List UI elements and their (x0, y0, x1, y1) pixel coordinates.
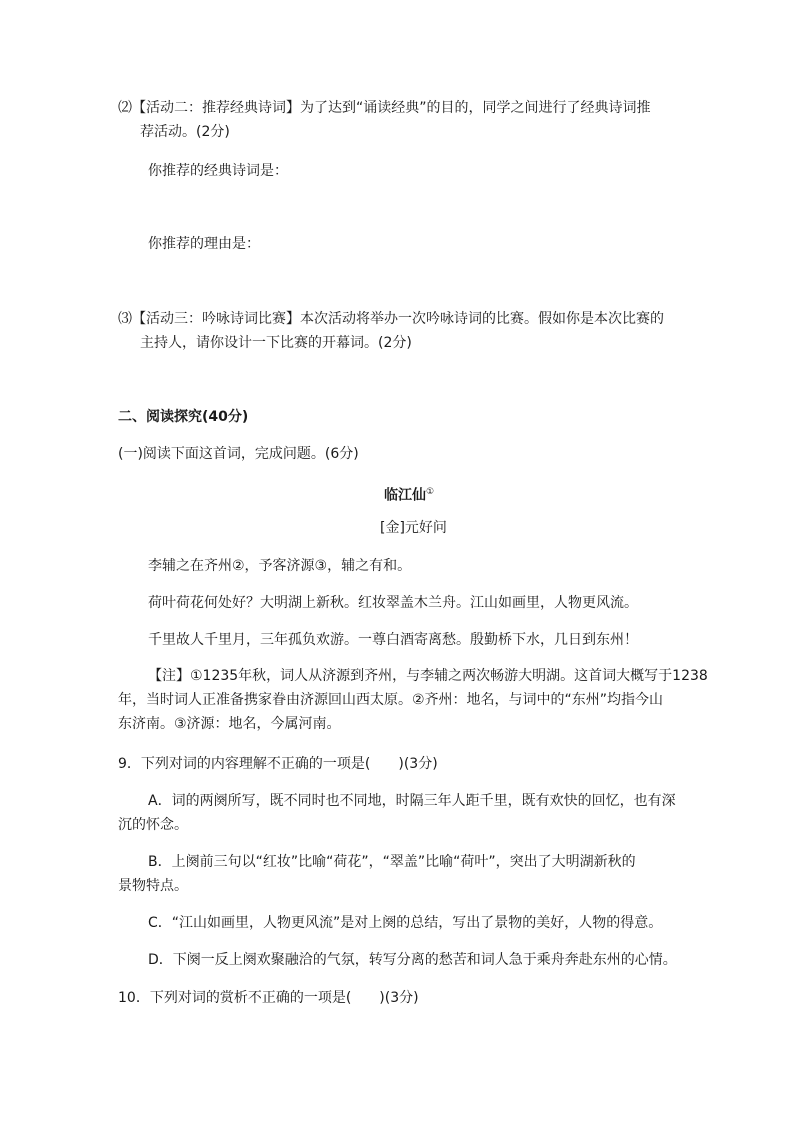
poem-stanza-1: 荷叶荷花何处好？大明湖上新秋。红妆翠盖木兰舟。江山如画里，人物更风流。 (148, 595, 638, 611)
activity3-line2: 主持人，请你设计一下比赛的开幕词。(2分) (140, 335, 412, 351)
activity3-line1: ⑶【活动三：吟咏诗词比赛】本次活动将举办一次吟咏诗词的比赛。假如你是本次比赛的 (118, 311, 664, 327)
recommend-reason-prompt: 你推荐的理由是： (148, 236, 260, 252)
poem-preface: 李辅之在齐州②，予客济源③，辅之有和。 (148, 558, 412, 574)
q9-option-c: C．“江山如画里，人物更风流”是对上阕的总结，写出了景物的美好，人物的得意。 (148, 915, 663, 931)
poem-title (384, 482, 434, 506)
poem-title-text: 临江仙 (384, 487, 426, 504)
q10-stem: 10．下列对词的赏析不正确的一项是( )(3分) (118, 990, 419, 1006)
q9-option-b-line1: B．上阕前三句以“红妆”比喻“荷花”，“翠盖”比喻“荷叶”，突出了大明湖新秋的 (148, 854, 636, 870)
note-line3: 东济南。③济源：地名，今属河南。 (118, 716, 341, 732)
activity2-line2: 荐活动。(2分) (140, 124, 230, 140)
note-line2: 年，当时词人正准备携家眷由济源回山西太原。②齐州：地名，与词中的“东州”均指今山 (118, 692, 664, 708)
note-line1: 【注】①1235年秋，词人从济源到齐州，与李辅之两次畅游大明湖。这首词大概写于1238 (148, 668, 708, 684)
q9-stem: 9．下列对词的内容理解不正确的一项是( )(3分) (118, 756, 438, 772)
section2-subheading: (一)阅读下面这首词，完成问题。(6分) (118, 446, 359, 462)
q9-option-d: D．下阕一反上阕欢聚融洽的气氛，转写分离的愁苦和词人急于乘舟奔赴东州的心情。 (148, 952, 677, 968)
activity2-line1: ⑵【活动二：推荐经典诗词】为了达到“诵读经典”的目的，同学之间进行了经典诗词推 (118, 100, 651, 116)
poem-author: [金]元好问 (380, 520, 447, 536)
poem-title-note: ① (426, 487, 435, 497)
q9-option-a-line1: A．词的两阕所写，既不同时也不同地，时隔三年人距千里，既有欢快的回忆，也有深 (148, 793, 676, 809)
recommended-poem-prompt: 你推荐的经典诗词是： (148, 163, 288, 179)
section2-heading: 二、阅读探究(40分) (118, 409, 249, 425)
q9-option-a-line2: 沉的怀念。 (118, 817, 188, 833)
q9-option-b-line2: 景物特点。 (118, 878, 188, 894)
poem-stanza-2: 千里故人千里月，三年孤负欢游。一尊白酒寄离愁。殷勤桥下水，几日到东州！ (148, 632, 638, 648)
